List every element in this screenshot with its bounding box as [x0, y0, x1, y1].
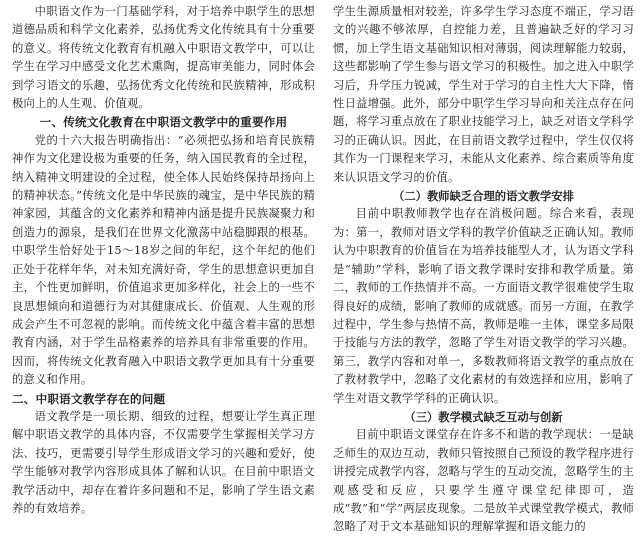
subsection2-paragraph: 目前中职教师教学也存在消极问题。综合来看，表现为：第一，教师对语文学科的教学价值缺乏正确认知。教师认为中职教育的价值旨在为培养技能型人才，认为语文学科是“辅助”学科，影响了语文教学课时安排和教学质量。第二，教师的工作热情并不高。一方面语文教学很难使学生取得良好的成绩，影响了教师的成就感。而另一方面，在教学过程中，学生参与热情不高，教师是唯一主体，课堂多局限于技能与方法的教学，忽略了学生对语文教学的学习兴趣。第三，教学内容和对单一，多数教师将语文教学的重点放在了教材教学中，忽略了文化素材的有效选择和应用，影响了学生对语文教学学科的正确认识。 — [333, 207, 634, 405]
right-column — [333, 3, 634, 537]
section2-paragraph: 语文教学是一项长期、细致的过程，想要让学生真正理解中职语文教学的具体内容，不仅需要学生掌握相关学习方法、技巧，更需要引导学生形成语文学习的兴趣和爱好，使学生能够对教学内容形成具体了解和认识。在目前中职语文教学活动中，却存在着许多问题和不足，影响了学生语文素养的有效培养。 — [12, 409, 315, 515]
intro-paragraph: 中职语文作为一门基础学科，对于培养中职学生的思想道德品质和科学文化素养，弘扬优秀文化传统具有十分重要的意义。将传统文化教育有机融入中职语文教学中，可以让学生在学习中感受文化艺术熏陶，提高审美能力，同时体会到学习语文的乐趣，弘扬优秀文化传统和民族精神，形成积极向上的人生观、价值观。 — [12, 5, 315, 111]
section-heading-2: 二、中职语文教学存在的问题 — [12, 391, 166, 406]
section1-paragraph: 党的十六大报告明确指出：“必须把弘扬和培育民族精神作为文化建设极为重要的任务，纳入国民教育的全过程，纳入精神文明建设的全过程，使全体人民始终保持昂扬向上的精神状态。”传统文化是中华民族的魂宝，是中华民族的精神家园，其蕴含的文化素养和精神内涵是提升民族凝聚力和创造力的源泉，是我们在世界文化激荡中站稳脚跟的根基。中职学生恰好处于15～18岁之间的年纪，这个年纪的他们正处于花样年华，对未知充满好奇，学生的思想意识更加自主，个性更加鲜明，价值追求更加多样化，社会上的一些不良思想倾向和道德行为对其健康成长、价值观、人生观的形成会产生不可忽视的影响。而传统文化中蕴含着丰富的思想教育内涵，对于学生品格素养的培养具有非常重要的作用。因而，将传统文化教育融入中职语文教学更加具有十分重要的意义和作用。 — [12, 133, 315, 387]
section-heading-1: 一、传统文化教育在中职语文教学中的重要作用 — [39, 115, 288, 130]
left-column — [12, 3, 315, 518]
subsection3-paragraph: 目前中职语文课堂存在许多不和谐的教学现状：一是缺乏师生的双边互动，教师只管按照自己预设的教学程序进行讲授完成教学内容，忽略与学生的互动交流，忽略学生的主观感受和反应，只要学生遵守课堂纪律即可，造成“教”和“学”两层皮现象。二是放羊式课堂教学模式，教师忽略了对于文本基础知识的理解掌握和语文能力的 — [333, 428, 634, 534]
subheading-3: （三）教学模式缺乏互动与创新 — [404, 409, 563, 424]
continued-paragraph: 学生生源质量相对较差，许多学生学习态度不端正，学习语文的兴趣不够浓厚，自控能力差，且普遍缺乏好的学习习惯，加上学生语文基础知识相对薄弱，阅读理解能力较弱，这些都影响了学生参与语文学习的积极性。加之进入中职学习后，升学压力锐减，学生对于学习的自主性大大下降，惰性日益增强。此外，部分中职学生学习导向和关注点存在问题，将学习重点放在了职业技能学习上，缺乏对语文学科学习的正确认识。因此，在目前语文教学过程中，学生仅仅将其作为一门课程来学习，未能从文化素养、综合素质等角度来认识语文学习的价值。 — [333, 5, 634, 184]
subheading-2: （二）教师缺乏合理的语文教学安排 — [393, 189, 574, 204]
